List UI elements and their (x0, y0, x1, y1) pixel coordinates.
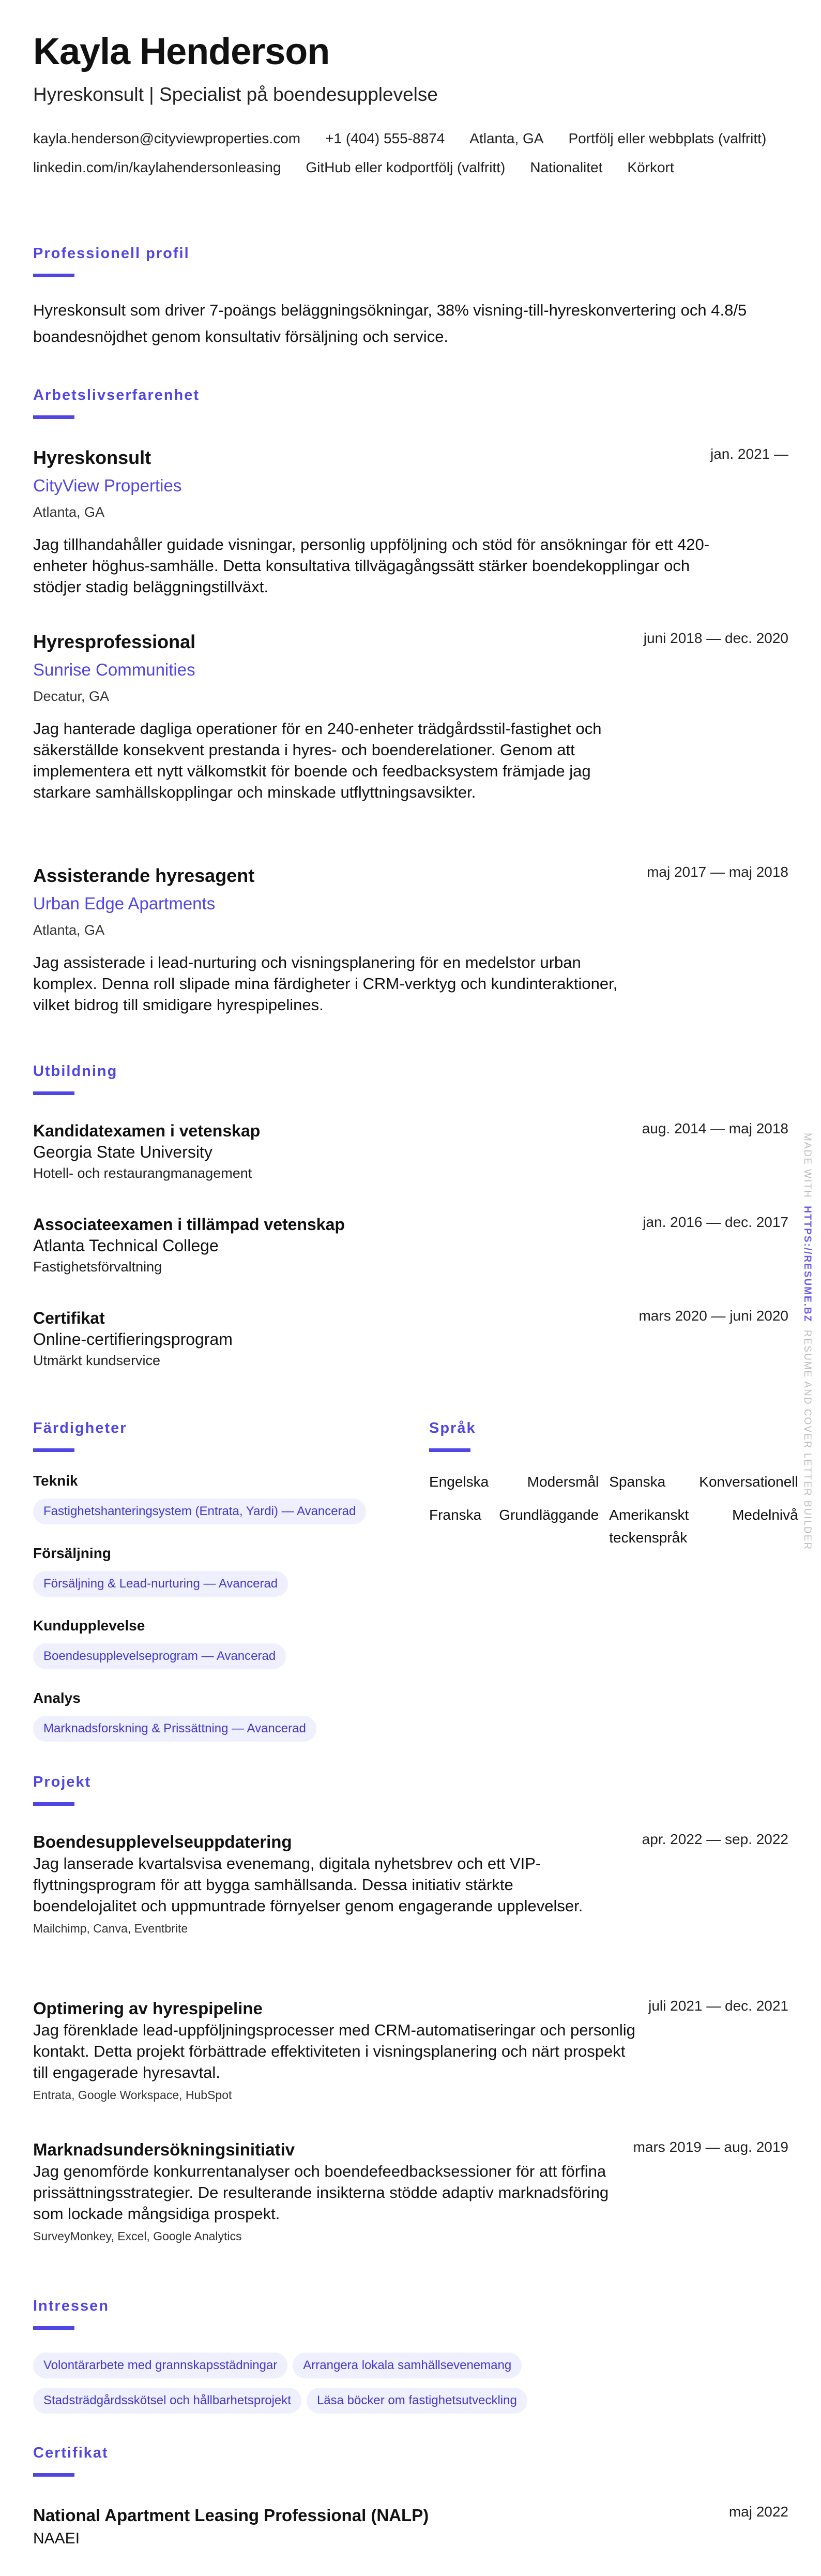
interest-pill: Läsa böcker om fastighetsutveckling (307, 2388, 527, 2414)
heading-underline (429, 1448, 470, 1452)
project-description: Jag genomförde konkurrentanalyser och boendefeedbacksessioner för att förfina prissättningsstrategier. De resulterande insikterna stödde adaptiv marknadsföring som lockade mångsidiga prospekt. (33, 2162, 609, 2223)
certificate-issuer: NAAEI (33, 2530, 80, 2547)
section-heading: Intressen (33, 2298, 109, 2314)
project-tech: Entrata, Google Workspace, HubSpot (33, 2088, 232, 2102)
field: Hotell- och restaurangmanagement (33, 1165, 252, 1181)
section-heading: Färdigheter (33, 1420, 127, 1436)
heading-underline (33, 274, 74, 277)
section-heading: Utbildning (33, 1063, 118, 1080)
language-name: Franska (429, 1507, 482, 1523)
portfolio-link[interactable]: Portfölj eller webbplats (valfritt) (568, 130, 767, 146)
skill-pill: Boendesupplevelseprogram — Avancerad (33, 1643, 286, 1669)
edu-date: aug. 2014 — maj 2018 (642, 1120, 788, 1136)
section-heading: Certifikat (33, 2445, 109, 2461)
heading-underline (33, 2473, 74, 2477)
degree: Associateexamen i tillämpad vetenskap (33, 1215, 345, 1234)
edu-date: jan. 2016 — dec. 2017 (643, 1214, 788, 1230)
job-date: juni 2018 — dec. 2020 (643, 630, 788, 646)
linkedin-link[interactable]: linkedin.com/in/kaylahendersonleasing (33, 159, 281, 175)
skill-category: Analys (33, 1690, 81, 1706)
field: Utmärkt kundservice (33, 1353, 161, 1368)
language-name: Engelska (429, 1474, 489, 1490)
project-description: Jag förenklade lead-uppföljningsprocesser med CRM-automatiseringar och personlig kontakt. Detta projekt förbättrade effektiviteten i visningsplanering och närt prospekt till engagerade hyresavtal. (33, 2021, 635, 2081)
project-title: Boendesupplevelseuppdatering (33, 1832, 292, 1851)
heading-underline (33, 2326, 74, 2330)
skill-category: Kundupplevelse (33, 1618, 145, 1634)
education-item (33, 1120, 788, 1184)
job-title: Hyresprofessional (33, 631, 196, 652)
skill-pill: Marknadsforskning & Prissättning — Avancerad (33, 1716, 316, 1742)
project-date: apr. 2022 — sep. 2022 (642, 1831, 788, 1847)
skill-category: Teknik (33, 1473, 78, 1489)
project-tech: Mailchimp, Canva, Eventbrite (33, 1922, 188, 1935)
job-description: Jag assisterade i lead-nurturing och visningsplanering för en medelstor urban komplex. Denna roll slipade mina färdigheter i CRM-verktyg och kundinteraktioner, vilket bidrog till smidigare hyrespipelines. (33, 953, 618, 1014)
interest-pill: Arrangera lokala samhällsevenemang (293, 2353, 522, 2378)
job-title: Assisterande hyresagent (33, 865, 255, 886)
location: Atlanta, GA (469, 130, 544, 146)
school: Georgia State University (33, 1143, 212, 1161)
language-level: Konversationell (699, 1474, 798, 1490)
certificate-title: National Apartment Leasing Professional (NALP) (33, 2506, 429, 2525)
watermark-text: RESUME AND COVER LETTER BUILDER (802, 1329, 813, 1551)
github-link[interactable]: GitHub eller kodportfölj (valfritt) (306, 159, 506, 175)
contact-list (33, 124, 788, 182)
skill-category: Försäljning (33, 1545, 111, 1561)
company: Sunrise Communities (33, 660, 195, 679)
languages-section (429, 1420, 798, 1549)
section-heading: Arbetslivserfarenhet (33, 387, 200, 403)
experience-item (33, 630, 788, 803)
watermark-text: MADE WITH (802, 1133, 813, 1199)
nationality: Nationalitet (530, 159, 603, 175)
heading-underline (33, 1802, 74, 1806)
skill-pill: Fastighetshanteringsystem (Entrata, Yardi) — Avancerad (33, 1499, 366, 1524)
project-title: Optimering av hyrespipeline (33, 1999, 263, 2018)
heading-underline (33, 415, 74, 419)
school: Atlanta Technical College (33, 1236, 219, 1255)
interest-pill: Volontärarbete med grannskapsstädningar (33, 2353, 287, 2378)
degree: Certifikat (33, 1309, 105, 1327)
language-list (429, 1471, 798, 1549)
watermark (801, 1133, 813, 1550)
job-description: Jag tillhandahåller guidade visningar, personlig uppföljning och stöd för ansökningar för ett 420-enheter höghus-samhälle. Detta konsultativa tillvägagångssätt stärker boendekopplingar och stödjer stadig beläggningstillväxt. (33, 535, 710, 596)
job-date: maj 2017 — maj 2018 (647, 864, 788, 880)
language-name: Amerikanskt teckenspråk (609, 1507, 689, 1546)
job-location: Atlanta, GA (33, 504, 105, 520)
education-section (33, 1063, 788, 1095)
email-link[interactable]: kayla.henderson@cityviewproperties.com (33, 130, 301, 146)
job-date: jan. 2021 — (710, 446, 788, 462)
language-level: Modersmål (527, 1474, 599, 1490)
certificate-item (33, 2504, 788, 2549)
edu-date: mars 2020 — juni 2020 (638, 1308, 788, 1324)
project-date: juli 2021 — dec. 2021 (648, 1998, 788, 2014)
heading-underline (33, 1448, 74, 1452)
interest-pill: Stadsträdgårdsskötsel och hållbarhetsprojekt (33, 2388, 301, 2414)
company: CityView Properties (33, 476, 182, 495)
certificates-section (33, 2445, 788, 2477)
interests-section (33, 2298, 788, 2414)
project-tech: SurveyMonkey, Excel, Google Analytics (33, 2229, 242, 2243)
school: Online-certifieringsprogram (33, 1330, 233, 1349)
skills-section (33, 1420, 395, 1742)
projects-section (33, 1774, 788, 1806)
project-item (33, 1831, 788, 1936)
experience-item (33, 864, 788, 1015)
section-heading: Språk (429, 1420, 476, 1436)
field: Fastighetsförvaltning (33, 1259, 162, 1275)
phone: +1 (404) 555-8874 (325, 130, 445, 146)
degree: Kandidatexamen i vetenskap (33, 1121, 261, 1140)
education-item (33, 1214, 788, 1277)
project-item (33, 2139, 788, 2243)
company: Urban Edge Apartments (33, 894, 216, 913)
skill-pill: Försäljning & Lead-nurturing — Avancerad (33, 1571, 288, 1597)
project-description: Jag lanserade kvartalsvisa evenemang, digitala nyhetsbrev och ett VIP-flyttningsprogram för att bygga samhällsanda. Dessa initiativ stärkte boendelojalitet och uppmuntrade förnyelser genom engagerande upplevelser. (33, 1854, 583, 1915)
header (33, 33, 788, 182)
job-title: Hyreskonsult (33, 447, 151, 468)
language-name: Spanska (609, 1474, 666, 1490)
project-date: mars 2019 — aug. 2019 (633, 2139, 788, 2155)
project-item (33, 1998, 788, 2102)
education-item (33, 1308, 788, 1371)
name: Kayla Henderson (33, 31, 330, 72)
section-heading: Projekt (33, 1774, 92, 1790)
subtitle: Hyreskonsult | Specialist på boendesupplevelse (33, 84, 438, 105)
profile-section (33, 245, 788, 350)
job-description: Jag hanterade dagliga operationer för en 240-enheter trädgårdsstil-fastighet och säkerställde konsekvent prestanda i hyres- och boenderelationer. Genom att implementera ett nytt välkomstkit för boende och feedbacksystem främjade jag starkare samhällskopplingar och minskade utflyttningsavsikter. (33, 720, 602, 801)
experience-section (33, 387, 788, 419)
job-location: Decatur, GA (33, 688, 110, 704)
project-title: Marknadsundersökningsinitiativ (33, 2140, 295, 2159)
section-heading: Professionell profil (33, 245, 190, 262)
job-location: Atlanta, GA (33, 922, 105, 938)
experience-item (33, 446, 788, 597)
drivers-license: Körkort (627, 159, 674, 175)
watermark-link[interactable]: HTTPS://RESUME.BZ (802, 1206, 813, 1323)
language-level: Medelnivå (732, 1507, 798, 1523)
certificate-date: maj 2022 (728, 2504, 788, 2520)
language-level: Grundläggande (499, 1507, 599, 1523)
profile-text: Hyreskonsult som driver 7-poängs beläggningsökningar, 38% visning-till-hyreskonvertering och 4.8/5 boandesnöjdhet genom konsultativ försäljning och service. (33, 301, 747, 346)
heading-underline (33, 1091, 74, 1095)
